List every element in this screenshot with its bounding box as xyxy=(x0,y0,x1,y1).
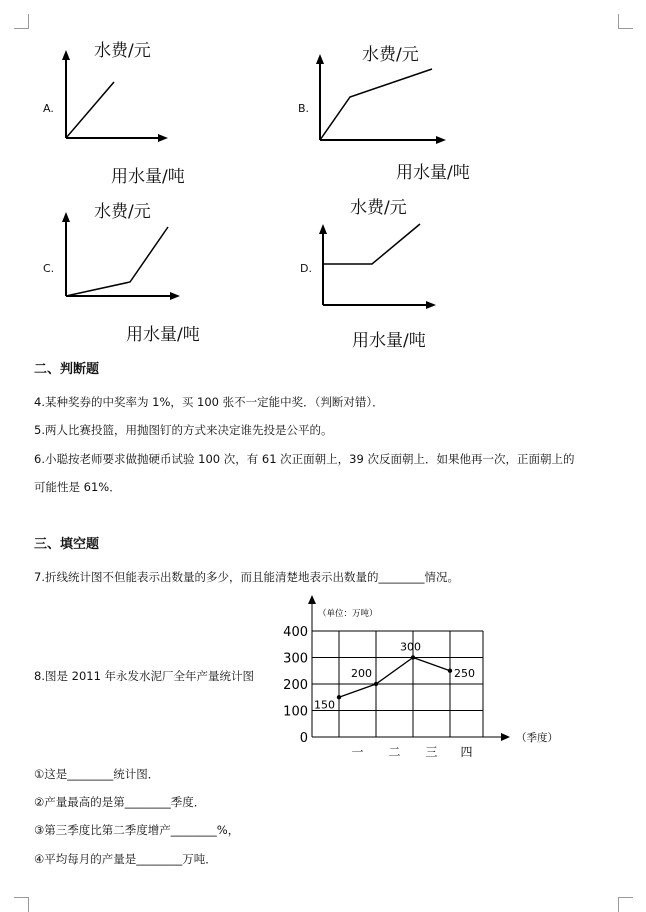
x-tick-label: 二 xyxy=(388,745,401,759)
y-tick-label: 300 xyxy=(283,651,308,667)
option-a-line xyxy=(66,82,114,138)
y-tick-label: 100 xyxy=(283,704,308,720)
option-b-x-label: 用水量/吨 xyxy=(396,163,470,183)
data-point xyxy=(411,655,415,659)
option-a-y-label: 水费/元 xyxy=(94,41,151,61)
option-b-graph xyxy=(290,0,480,190)
option-d-line xyxy=(323,224,420,264)
crop-mark-bottom-right xyxy=(618,897,633,912)
option-c-line xyxy=(66,227,168,296)
option-b-line xyxy=(320,69,432,140)
option-c-x-label: 用水量/吨 xyxy=(126,325,200,345)
x-axis-arrow xyxy=(501,733,510,741)
subquestion-2: ②产量最高的是第________季度． xyxy=(34,795,206,809)
data-point xyxy=(448,669,452,673)
option-d-letter: D. xyxy=(300,262,312,275)
production-line-chart xyxy=(280,592,560,762)
production-chart-svg xyxy=(280,592,560,762)
option-a-letter: A. xyxy=(43,102,54,115)
data-label: 300 xyxy=(400,640,421,654)
option-b-letter: B. xyxy=(298,102,310,115)
chart-unit-note: （单位：万吨） xyxy=(318,609,378,619)
subquestion-1: ①这是________统计图． xyxy=(34,767,160,781)
data-label: 250 xyxy=(454,666,475,680)
data-point xyxy=(374,682,378,686)
option-c-letter: C. xyxy=(43,262,55,275)
crop-mark-top-right xyxy=(618,14,633,29)
option-b-y-label: 水费/元 xyxy=(362,45,419,65)
section-fill-title: 三、填空题 xyxy=(34,537,100,552)
subquestion-3: ③第三季度比第二季度增产________%， xyxy=(34,823,240,837)
question-6-line-2: 可能性是 61%． xyxy=(34,480,121,494)
data-point xyxy=(337,695,341,699)
x-tick-label: 三 xyxy=(425,745,438,759)
data-label: 200 xyxy=(351,667,372,680)
y-tick-label: 400 xyxy=(283,625,308,640)
y-axis-arrow xyxy=(308,595,316,604)
option-c-y-label: 水费/元 xyxy=(94,202,151,222)
question-5: 5.两人比赛投篮，用抛图钉的方式来决定谁先投是公平的。 xyxy=(34,423,333,437)
subquestion-4: ④平均每月的产量是________万吨． xyxy=(34,852,217,866)
option-a-x-label: 用水量/吨 xyxy=(111,167,185,187)
question-4: 4.某种奖券的中奖率为 1%，买 100 张不一定能中奖．（判断对错）． xyxy=(34,395,384,409)
option-d-graph xyxy=(290,190,480,350)
crop-mark-bottom-left xyxy=(14,897,29,912)
x-tick-label: 四 xyxy=(460,745,473,759)
question-6-line-1: 6.小聪按老师要求做抛硬币试验 100 次，有 61 次正面朝上，39 次反面朝上．如果他再一次，正面朝上的 xyxy=(34,452,575,466)
question-8: 8.图是 2011 年永发水泥厂全年产量统计图 xyxy=(34,669,255,683)
section-judge-title: 二、判断题 xyxy=(34,362,100,377)
option-a-graph xyxy=(0,0,260,190)
data-label: 150 xyxy=(314,698,335,712)
option-d-x-label: 用水量/吨 xyxy=(352,331,426,351)
option-d-y-label: 水费/元 xyxy=(350,198,407,218)
question-7: 7.折线统计图不但能表示出数量的多少，而且能清楚地表示出数量的________情况。 xyxy=(34,570,459,584)
x-tick-label: 一 xyxy=(351,745,364,759)
option-c-graph xyxy=(0,190,260,350)
y-tick-label: 200 xyxy=(283,678,308,693)
x-axis-label: （季度） xyxy=(516,732,558,744)
y-tick-label: 0 xyxy=(299,731,308,746)
